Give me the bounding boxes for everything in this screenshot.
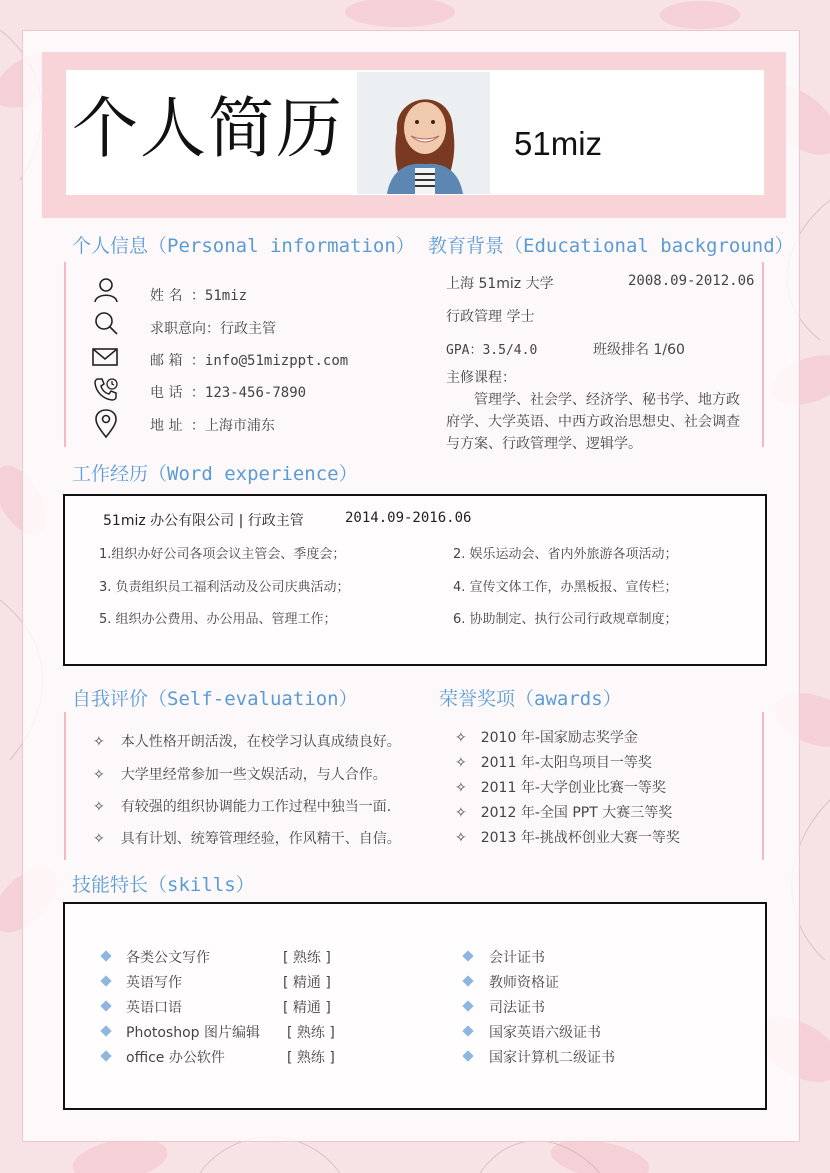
self-eval-text: 本人性格开朗活泼，在校学习认真成绩良好。 xyxy=(120,734,401,750)
education-heading-cn: 教育背景 xyxy=(428,235,505,257)
courses-line: 与方案、行政管理学、逻辑学。 xyxy=(446,436,642,452)
name-row xyxy=(150,285,247,305)
education-period: 2008.09-2012.06 xyxy=(628,273,755,289)
skills-heading xyxy=(72,870,255,897)
profile-photo xyxy=(357,72,490,194)
self-eval-item xyxy=(93,828,401,848)
company-title: 51miz 办公有限公司 | 行政主管 xyxy=(103,513,304,529)
duty-item: 2. 娱乐运动会、省内外旅游各项活动； xyxy=(453,547,678,562)
divider-line xyxy=(762,262,764,447)
gpa: GPA：3.5/4.0 xyxy=(446,343,538,358)
education-heading xyxy=(428,231,794,258)
search-icon xyxy=(93,310,119,336)
brand-name: 51miz xyxy=(514,125,603,162)
self-eval-text: 大学里经常参加一些文娱活动，与人合作。 xyxy=(120,767,387,783)
work-heading xyxy=(72,459,358,486)
sparkle-icon: ✧ xyxy=(93,734,105,750)
awards-heading-cn: 荣誉奖项 xyxy=(439,688,516,710)
skill-name: Photoshop 图片编辑 xyxy=(126,1025,261,1041)
skill-level: [ 熟练 ] xyxy=(287,1050,335,1066)
self-eval-item xyxy=(93,796,391,816)
school-name: 上海 51miz 大学 xyxy=(446,276,554,292)
email-value: ：info@51mizppt.com xyxy=(190,353,349,369)
skill-level: [ 精通 ] xyxy=(283,975,331,991)
duty-item: 3. 负责组织员工福利活动及公司庆典活动； xyxy=(99,580,350,595)
divider-line xyxy=(762,712,764,860)
skill-name: 各类公文写作 xyxy=(126,950,210,966)
sparkle-icon: ✧ xyxy=(93,767,105,783)
skill-name: 英语写作 xyxy=(126,975,182,991)
awards-heading-en: （awards） xyxy=(515,688,622,710)
duty-item: 6. 协助制定、执行公司行政规章制度； xyxy=(453,612,678,627)
duty-item: 4. 宣传文体工作，办黑板报、宣传栏； xyxy=(453,580,678,595)
awards-heading xyxy=(439,684,622,711)
sparkle-icon: ✧ xyxy=(93,831,105,847)
work-heading-en: （Word experience） xyxy=(148,463,358,485)
sparkle-icon: ✧ xyxy=(93,799,105,815)
sparkle-icon: ✧ xyxy=(455,830,467,846)
self-eval-heading xyxy=(72,684,358,711)
award-item xyxy=(455,752,652,772)
skill-name: office 办公软件 xyxy=(126,1050,225,1066)
phone-value: ：123-456-7890 xyxy=(190,385,307,401)
mail-icon xyxy=(91,344,119,370)
sparkle-icon: ✧ xyxy=(455,780,467,796)
self-eval-item xyxy=(93,731,401,751)
certificate-item: 教师资格证 xyxy=(489,975,559,991)
self-eval-text: 具有计划、统筹管理经验，作风精干、自信。 xyxy=(120,831,401,847)
personal-info-heading xyxy=(72,231,415,258)
sparkle-icon: ✧ xyxy=(455,730,467,746)
courses-line: 管理学、社会学、经济学、秘书学、地方政 xyxy=(474,392,740,408)
award-text: 2013 年-挑战杯创业大赛一等奖 xyxy=(480,830,680,846)
class-rank: 班级排名 1/60 xyxy=(593,342,685,358)
phone-label: 电 话 xyxy=(150,385,183,401)
award-item xyxy=(455,727,638,747)
address-value: ：上海市浦东 xyxy=(190,418,275,434)
duty-item: 1.组织办好公司各项会议主管会、季度会； xyxy=(99,547,346,562)
skills-heading-en: （skills） xyxy=(148,874,255,896)
objective-label: 求职意向 xyxy=(150,321,206,337)
self-eval-item xyxy=(93,764,387,784)
name-value: ：51miz xyxy=(190,288,248,304)
award-text: 2011 年-太阳鸟项目一等奖 xyxy=(480,755,652,771)
personal-info-heading-en: （Personal information） xyxy=(148,235,415,257)
address-label: 地 址 xyxy=(150,418,183,434)
sparkle-icon: ✧ xyxy=(455,755,467,771)
self-eval-heading-en: （Self-evaluation） xyxy=(148,688,358,710)
skill-level: [ 熟练 ] xyxy=(287,1025,335,1041)
objective-row xyxy=(150,318,276,338)
work-heading-cn: 工作经历 xyxy=(72,463,149,485)
objective-value: ：行政主管 xyxy=(206,321,276,337)
skills-heading-cn: 技能特长 xyxy=(72,874,149,896)
certificate-item: 国家计算机二级证书 xyxy=(489,1050,615,1066)
courses-label: 主修课程： xyxy=(446,370,516,386)
name-label: 姓 名 xyxy=(150,288,183,304)
divider-line xyxy=(64,712,66,860)
address-row xyxy=(150,415,275,435)
email-row xyxy=(150,350,348,370)
email-label: 邮 箱 xyxy=(150,353,183,369)
location-icon xyxy=(93,409,119,439)
sparkle-icon: ✧ xyxy=(455,805,467,821)
skill-name: 英语口语 xyxy=(126,1000,182,1016)
self-eval-heading-cn: 自我评价 xyxy=(72,688,149,710)
phone-icon xyxy=(93,376,119,402)
person-icon xyxy=(93,277,119,303)
award-text: 2011 年-大学创业比赛一等奖 xyxy=(480,780,666,796)
award-text: 2010 年-国家励志奖学金 xyxy=(480,730,638,746)
award-text: 2012 年-全国 PPT 大赛三等奖 xyxy=(480,805,673,821)
award-item xyxy=(455,777,666,797)
courses-line: 府学、大学英语、中西方政治思想史、社会调查 xyxy=(446,414,740,430)
certificate-item: 国家英语六级证书 xyxy=(489,1025,601,1041)
avatar xyxy=(357,72,490,194)
skill-level: [ 熟练 ] xyxy=(283,950,331,966)
education-heading-en: （Educational background） xyxy=(504,235,794,257)
certificate-item: 会计证书 xyxy=(489,950,545,966)
page-title: 个人简历 xyxy=(72,90,344,167)
award-item xyxy=(455,827,680,847)
self-eval-text: 有较强的组织协调能力工作过程中独当一面. xyxy=(120,799,392,815)
work-period: 2014.09-2016.06 xyxy=(345,510,472,526)
personal-info-heading-cn: 个人信息 xyxy=(72,235,149,257)
degree: 行政管理 学士 xyxy=(446,309,535,325)
certificate-item: 司法证书 xyxy=(489,1000,545,1016)
duty-item: 5. 组织办公费用、办公用品、管理工作； xyxy=(99,612,337,627)
phone-row xyxy=(150,382,306,402)
award-item xyxy=(455,802,672,822)
divider-line xyxy=(64,262,66,447)
skill-level: [ 精通 ] xyxy=(283,1000,331,1016)
